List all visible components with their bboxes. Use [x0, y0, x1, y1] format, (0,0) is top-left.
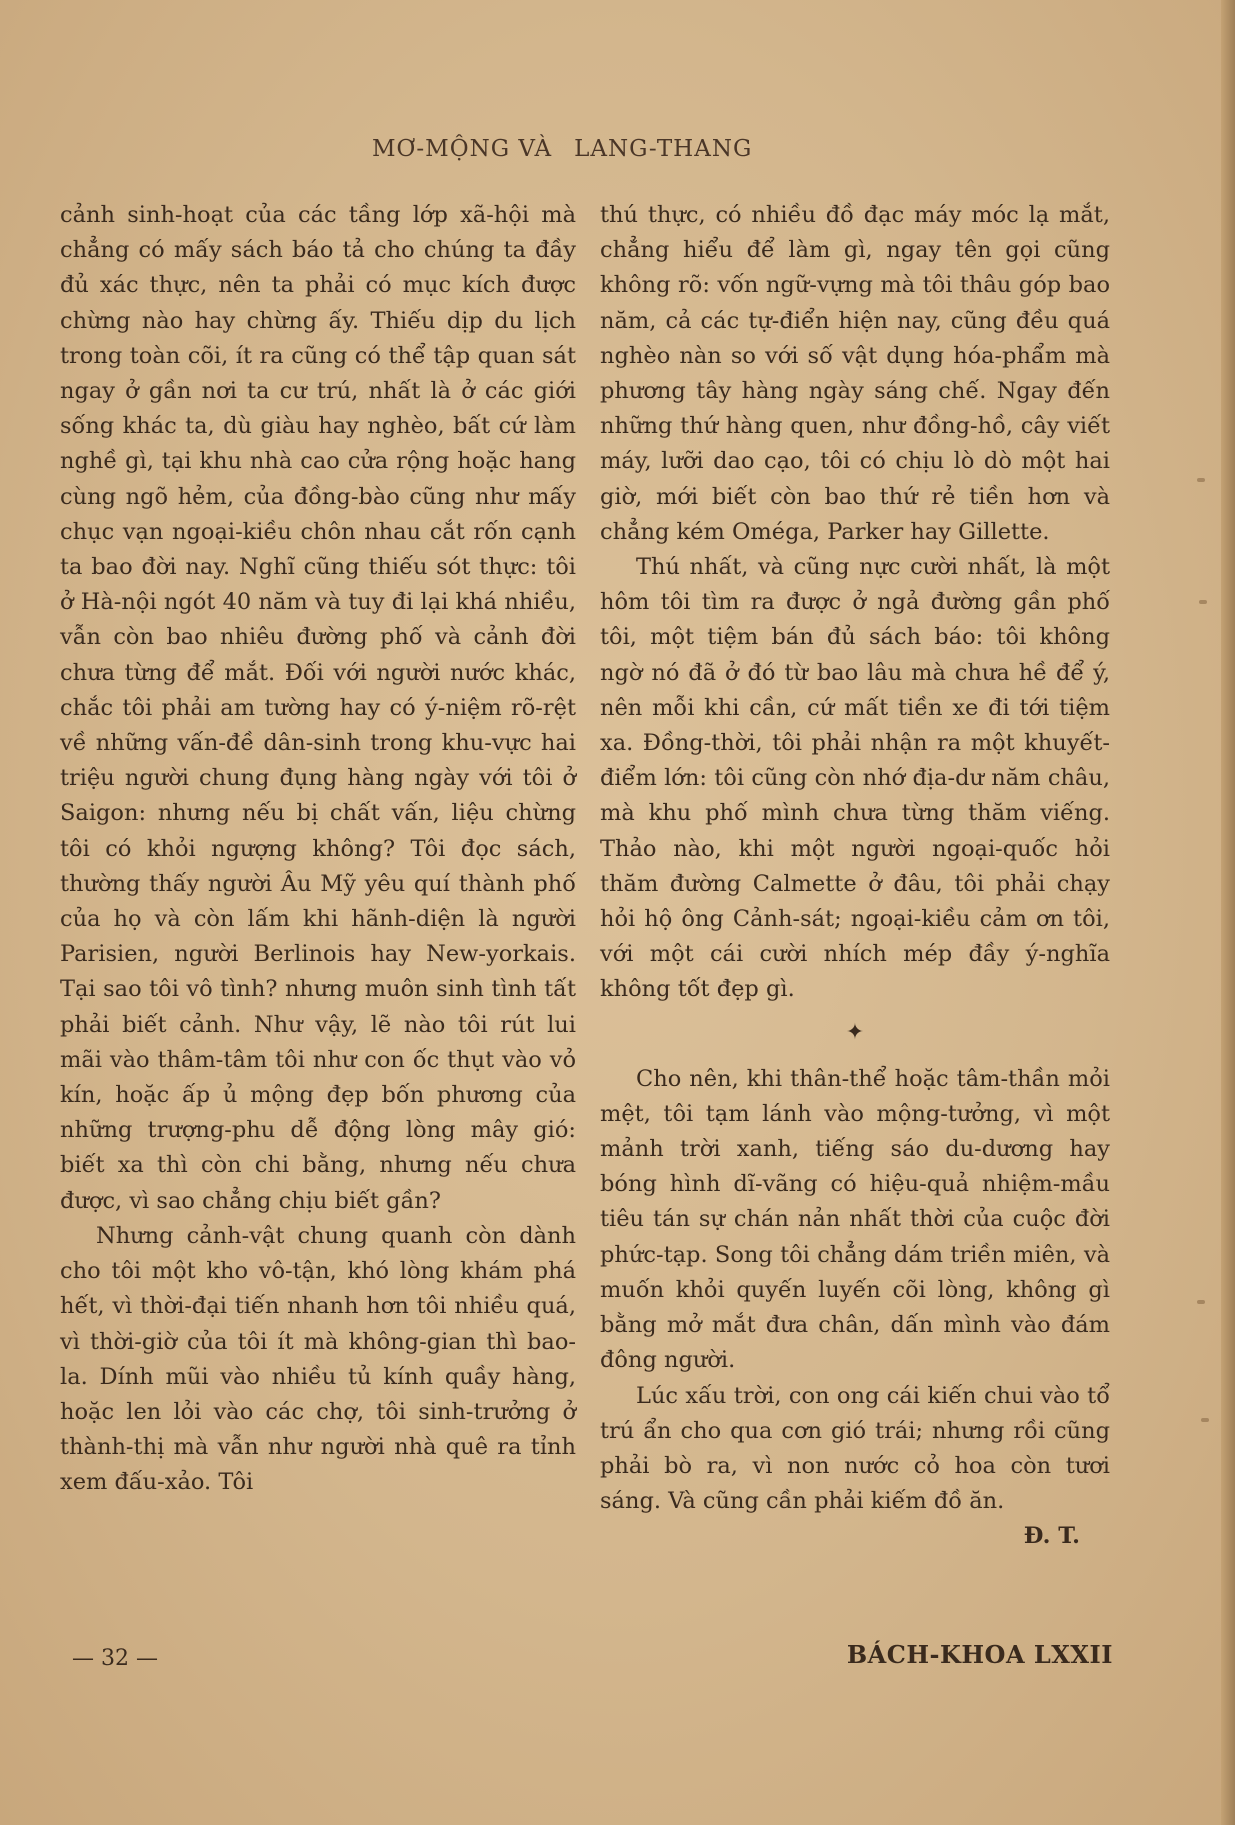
- running-head: [372, 136, 792, 162]
- paragraph: Nhưng cảnh-vật chung quanh còn dành cho tôi một kho vô-tận, khó lòng khám phá hết, vì thời-đại tiến nhanh hơn tôi nhiều quá, vì thời-giờ của tôi ít mà không-gian thì bao-la. Dính mũi vào nhiều tủ kính quầy hàng, hoặc len lỏi vào các chợ, tôi sinh-trưởng ở thành-thị mà vẫn như người nhà quê ra tỉnh xem đấu-xảo. Tôi: [60, 1222, 576, 1496]
- paper-speck: [1199, 600, 1207, 604]
- running-head-right: LANG-THANG: [574, 136, 753, 162]
- paragraph: cảnh sinh-hoạt của các tầng lớp xã-hội mà chẳng có mấy sách báo tả cho chúng ta đầy đủ xác thực, nên ta phải có mục kích được chừng nào hay chừng ấy. Thiếu dịp du lịch trong toàn cõi, ít ra cũng có thể tập quan sát ngay ở gần nơi ta cư trú, nhất là ở các giới sống khác ta, dù giàu hay nghèo, bất cứ làm nghề gì, tại khu nhà cao cửa rộng hoặc hang cùng ngõ hẻm, của đồng-bào cũng như mấy chục vạn ngoại-kiều chôn nhau cắt rốn cạnh ta bao đời nay. Nghĩ cũng thiếu sót thực: tôi ở Hà-nội ngót 40 năm và tuy đi lại khá nhiều, vẫn còn bao nhiêu đường phố và cảnh đời chưa từng để mắt. Đối với người nước khác, chắc tôi phải am tường hay có ý-niệm rõ-rệt về những vấn-đề dân-sinh trong khu-vực hai triệu người chung đụng hàng ngày với tôi ở Saigon: nhưng nếu bị chất vấn, liệu chừng tôi có khỏi ngượng không? Tôi đọc sách, thường thấy người Âu Mỹ yêu quí thành phố của họ và còn lấm khi hãnh-diện là người Parisien, người Berlinois hay New-yorkais. Tại sao tôi vô tình? nhưng muôn sinh tình tất phải biết cảnh. Như vậy, lẽ nào tôi rút lui mãi vào thâm-tâm tôi như con ốc thụt vào vỏ kín, hoặc ấp ủ mộng đẹp bốn phương của những trượng-phu dễ động lòng mây gió: biết xa thì còn chi bằng, nhưng nếu chưa được, vì sao chẳng chịu biết gần?: [60, 202, 576, 1214]
- paragraph: thú thực, có nhiều đồ đạc máy móc lạ mắt, chẳng hiểu để làm gì, ngay tên gọi cũng không rõ: vốn ngữ-vựng mà tôi thâu góp bao năm, cả các tự-điển hiện nay, cũng đều quá nghèo nàn so với số vật dụng hóa-phẩm mà phương tây hàng ngày sáng chế. Ngay đến những thứ hàng quen, như đồng-hồ, cây viết máy, lưỡi dao cạo, tôi có chịu lò dò một hai giờ, mới biết còn bao thứ rẻ tiền hơn và chẳng kém Oméga, Parker hay Gillette.: [600, 202, 1110, 545]
- paper-speck: [1197, 478, 1205, 482]
- page-number: — 32 —: [72, 1646, 158, 1671]
- author-signature: Đ. T.: [1023, 1523, 1080, 1550]
- paragraph: Cho nên, khi thân-thể hoặc tâm-thần mỏi mệt, tôi tạm lánh vào mộng-tưởng, vì một mảnh trời xanh, tiếng sáo du-dương hay bóng hình dĩ-vãng có hiệu-quả nhiệm-mầu tiêu tán sự chán nản nhất thời của cuộc đời phức-tạp. Song tôi chẳng dám triền miên, và muốn khỏi quyến luyến cõi lòng, không gì bằng mở mắt đưa chân, dấn mình vào đám đông người.: [600, 1065, 1110, 1374]
- paper-speck: [1201, 1418, 1209, 1422]
- page-edge: [1221, 0, 1235, 1825]
- magazine-issue: BÁCH-KHOA LXXII: [846, 1640, 1113, 1669]
- paragraph: Lúc xấu trời, con ong cái kiến chui vào tổ trú ẩn cho qua cơn gió trái; nhưng rồi cũng phải bò ra, vì non nước cỏ hoa còn tươi sáng. Và cũng cần phải kiếm đồ ăn.: [600, 1382, 1110, 1515]
- running-head-left: MƠ-MỘNG VÀ: [372, 136, 553, 162]
- section-separator: ✦: [845, 1019, 865, 1045]
- paper-speck: [1197, 1300, 1205, 1304]
- paragraph: Thú nhất, và cũng nực cười nhất, là một hôm tôi tìm ra được ở ngả đường gần phố tôi, một tiệm bán đủ sách báo: tôi không ngờ nó đã ở đó từ bao lâu mà chưa hề để ý, nên mỗi khi cần, cứ mất tiền xe đi tới tiệm xa. Đồng-thời, tôi phải nhận ra một khuyết-điểm lớn: tôi cũng còn nhớ địa-dư năm châu, mà khu phố mình chưa từng thăm viếng. Thảo nào, khi một người ngoại-quốc hỏi thăm đường Calmette ở đâu, tôi phải chạy hỏi hộ ông Cảnh-sát; ngoại-kiều cảm ơn tôi, với một cái cười nhích mép đầy ý-nghĩa không tốt đẹp gì.: [600, 554, 1110, 1003]
- left-column: [60, 198, 576, 1501]
- right-column: [600, 198, 1110, 1555]
